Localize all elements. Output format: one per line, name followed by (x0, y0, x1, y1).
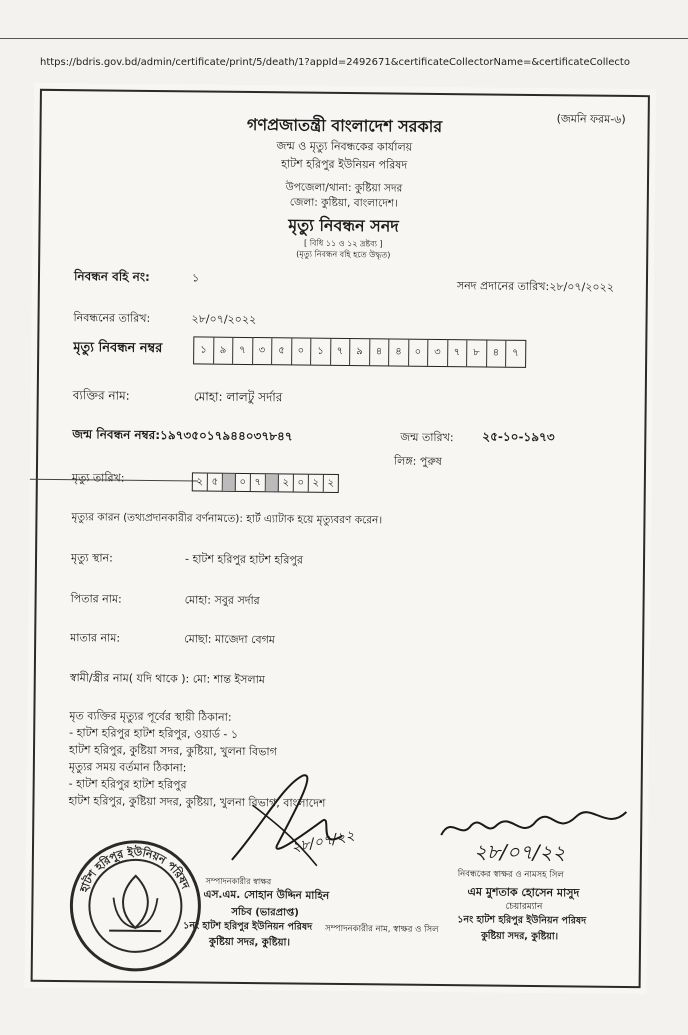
person-name-value: মোহা: লালটু সর্দার (193, 389, 283, 405)
right-sign-caption: নিবন্ধকের স্বাক্ষর ও নামসহ সিল (457, 869, 564, 881)
date-digit: ২ (279, 474, 294, 491)
person-name-label: ব্যক্তির নাম: (72, 388, 130, 403)
left-handwritten-date: ২৮/০৭/২২ (290, 827, 356, 856)
date-digit: ০ (294, 474, 309, 491)
death-date-boxes (192, 472, 339, 493)
reg-digit: ৫ (272, 338, 292, 364)
birth-date-value: ২৫-১০-১৯৭৩ (482, 429, 555, 445)
book-value: ১ (191, 271, 200, 285)
reg-date-label: নিবন্ধনের তারিখ: (73, 311, 151, 325)
reg-digit: ০ (292, 338, 312, 364)
reg-digit: ৭ (512, 347, 519, 359)
reg-digit: ৮ (467, 340, 487, 366)
curr-address-line1: - হাটশ হরিপুর হাটশ হরিপুর (68, 777, 187, 792)
district: জেলা: কুষ্টিয়া, বাংলাদেশ। (289, 196, 398, 210)
date-separator (223, 474, 236, 491)
left-sign-name: এস.এম. সোহান উদ্দিন মাহিন (203, 888, 330, 902)
right-sign-place: কুষ্টিয়া সদর, কুষ্টিয়া। (481, 930, 559, 943)
reg-digit: ৭ (233, 338, 253, 364)
date-digit: ২ (309, 475, 324, 492)
reg-digit: ৩ (253, 338, 273, 364)
book-label: নিবন্ধন বহি নং: (73, 269, 150, 284)
reg-digit: ৯ (350, 339, 370, 365)
right-handwritten-date: ২৮/০৭/২২ (473, 839, 566, 865)
death-date-label: মৃত্যু তারিখ: (71, 471, 125, 485)
gender-value: পুরুষ (419, 454, 442, 469)
right-sign-org: ১নং হাটশ হরিপুর ইউনিয়ন পরিষদ (457, 914, 587, 927)
reg-number-label: মৃত্যু নিবন্ধন নম্বর (73, 340, 163, 357)
birth-reg-value: ১৯৭৩৫০১৭৯৪৪০৩৭৮৪৭ (160, 428, 293, 444)
date-digit: ২ (193, 473, 208, 490)
left-sign-caption: সম্পাদনকারীর স্বাক্ষর (205, 876, 272, 887)
cause-label: মৃত্যুর কারন (তথ্যপ্রদানকারীর বর্ণনামতে): (71, 511, 244, 525)
certificate-title: মৃত্যু নিবন্ধন সনদ (288, 215, 399, 236)
right-sign-title: চেয়ারম্যান (505, 901, 543, 913)
death-place-value: - হাটশ হরিপুর হাটশ হরিপুর (184, 552, 303, 567)
reg-digit: ০ (409, 340, 429, 366)
reg-digit: ৪ (389, 339, 409, 365)
left-sign-org: ১নং হাটশ হরিপুর ইউনিয়ন পরিষদ (183, 920, 313, 933)
perm-address-line2: হাটশ হরিপুর, কুষ্টিয়া সদর, কুষ্টিয়া, খুলনা বিভাগ (68, 743, 277, 759)
right-sign-name: এম মুশতাক হোসেন মাসুদ (467, 885, 580, 900)
gender (394, 455, 442, 469)
issue-date-value: ২৮/০৭/২০২২ (549, 280, 614, 294)
birth-reg (72, 427, 292, 444)
reg-digit: ৯ (214, 338, 234, 364)
seal-text: হাটশ হরিপুর ইউনিয়ন পরিষদ (77, 845, 192, 894)
reg-digit: ১ (194, 337, 214, 363)
union-name: হাটশ হরিপুর ইউনিয়ন পরিষদ (281, 157, 408, 172)
issue-date (457, 279, 614, 294)
death-place-label: মৃত্যু স্থান: (70, 551, 113, 565)
perm-address-label: মৃত ব্যক্তির মৃত্যুর পূর্বের স্থায়ী ঠিকানা: (69, 709, 232, 724)
office-title: জন্ম ও মৃত্যু নিবন্ধকের কার্যালয় (276, 139, 413, 154)
date-digit: ৫ (208, 474, 223, 491)
left-sign-place: কুষ্টিয়া সদর, কুষ্টিয়া। (208, 936, 291, 949)
birth-date-label: জন্ম তারিখ: (400, 430, 454, 445)
svg-text:হাটশ হরিপুর ইউনিয়ন পরিষদ (77, 844, 193, 896)
reg-number-boxes (193, 336, 526, 367)
date-digit: ৭ (251, 474, 266, 491)
mother-value: মোছা: মাজেদা বেগম (184, 632, 276, 647)
left-signature-scribble (222, 765, 363, 876)
date-separator (266, 474, 279, 491)
birth-reg-label: জন্ম নিবন্ধন নম্বর: (72, 427, 161, 443)
mother-label: মাতার নাম: (70, 631, 121, 645)
footer-note: সম্পাদনকারীর নাম, স্বাক্ষর ও সিল (325, 923, 439, 936)
reg-digit: ৩ (428, 340, 448, 366)
reg-digit: ৭ (331, 339, 351, 365)
gov-title: গণপ্রজাতন্ত্রী বাংলাদেশ সরকার (246, 114, 443, 137)
print-url: https://bdris.gov.bd/admin/certificate/print/5/death/1?appId=2492671&certificateCollectorName=&certificateCollecto (40, 57, 630, 68)
upazila: উপজেলা/থানা: কুষ্টিয়া সদর (285, 181, 403, 195)
spouse-label: স্বামী/স্ত্রীর নাম( যদি থাকে ): (69, 671, 190, 686)
father-label: পিতার নাম: (70, 592, 122, 606)
reg-digit: ৭ (448, 340, 468, 366)
rule-ref: [ বিধি ১১ ও ১২ দ্রষ্টব্য ] (304, 238, 383, 249)
left-sign-title: সচিব (ভারপ্রাপ্ত) (231, 906, 299, 919)
issue-date-label: সনদ প্রদানের তারিখ: (456, 279, 550, 294)
source-note: (মৃত্যু নিবন্ধন বহি হতে উদ্ধৃত) (296, 249, 391, 260)
reg-digit: ৪ (370, 339, 390, 365)
father-value: মোহা: সবুর সর্দার (184, 593, 260, 608)
reg-date-value: ২৮/০৭/২০২২ (191, 312, 257, 327)
reg-digit: ১ (311, 339, 331, 365)
cause-value: হার্ট এ্যাটাক হয়ে মৃত্যুবরণ করেন। (246, 512, 383, 527)
page-top-rule (0, 38, 688, 39)
perm-address-line1: - হাটশ হরিপুর হাটশ হরিপুর, ওয়ার্ড - ১ (69, 726, 239, 741)
curr-address-line2: হাটশ হরিপুর, কুষ্টিয়া সদর, কুষ্টিয়া, খুলনা বিভাগ, বাংলাদেশ (68, 794, 326, 810)
death-certificate (25, 83, 656, 994)
reg-digit: ৪ (487, 340, 507, 366)
date-digit: ০ (236, 474, 251, 491)
form-number: (জমনি ফরম-৬) (556, 112, 626, 126)
curr-address-label: মৃত্যুর সময় বর্তমান ঠিকানা: (68, 760, 187, 775)
union-seal-stamp (65, 835, 206, 976)
spouse-value: মো: শান্ত ইসলাম (192, 672, 266, 687)
gender-label: লিঙ্গ: (394, 454, 417, 468)
spouse (70, 671, 265, 686)
date-digit: ২ (327, 477, 335, 489)
